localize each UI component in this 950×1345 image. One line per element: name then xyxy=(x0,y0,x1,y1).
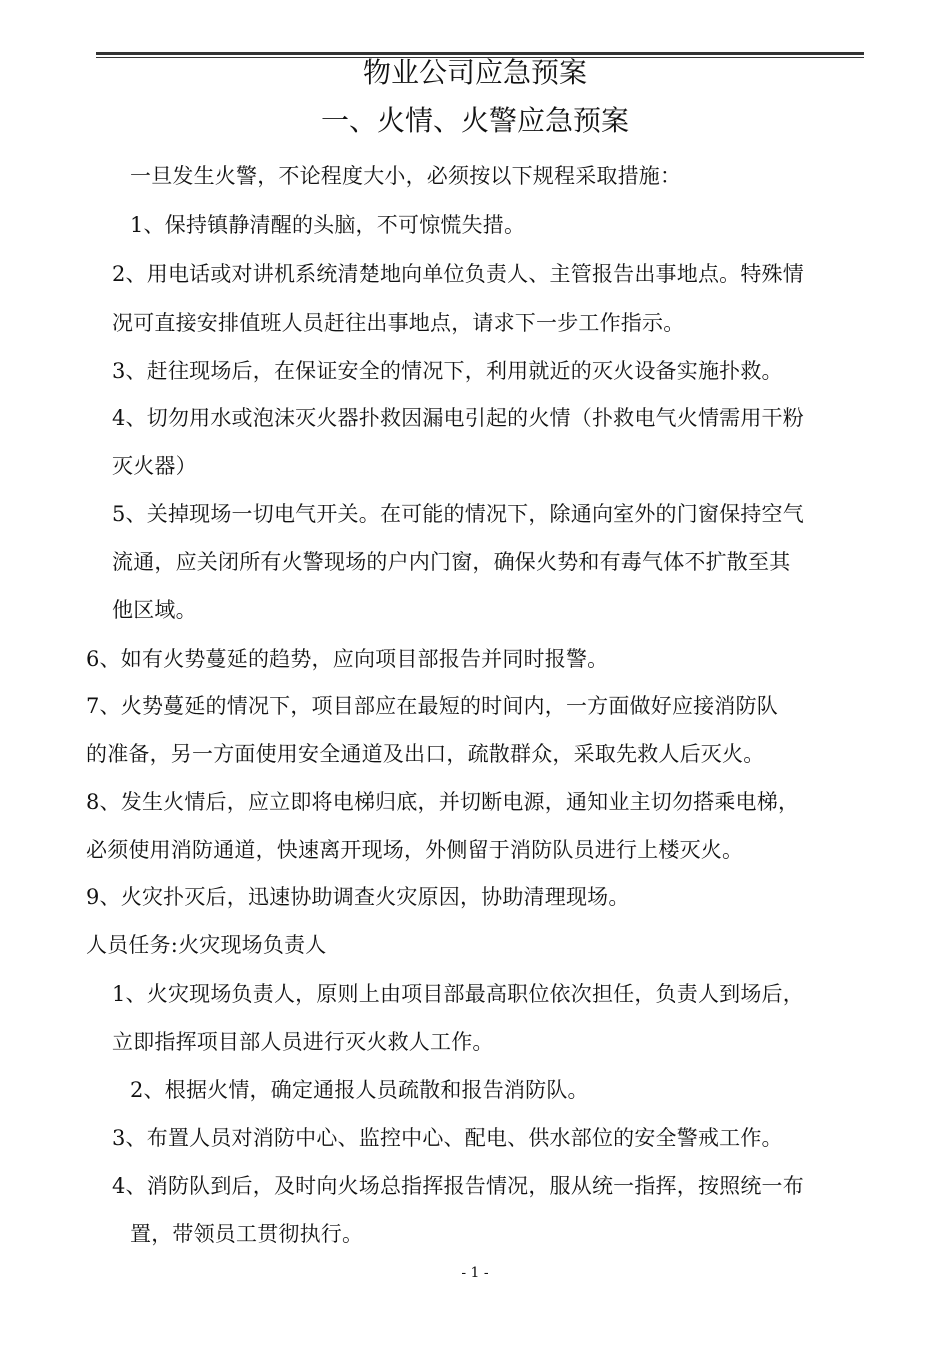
text-line: 置，带领员工贯彻执行。 xyxy=(130,1222,364,1246)
page-number: - 1 - xyxy=(461,1265,489,1281)
text-line: 2、用电话或对讲机系统清楚地向单位负责人、主管报告出事地点。特殊情 xyxy=(112,262,804,286)
text-line: 9、火灾扑灭后，迅速协助调查火灾原因，协助清理现场。 xyxy=(86,885,630,909)
text-line: 4、消防队到后，及时向火场总指挥报告情况，服从统一指挥，按照统一布 xyxy=(112,1174,804,1198)
text-line: 一旦发生火警，不论程度大小，必须按以下规程采取措施： xyxy=(130,164,682,188)
text-line: 4、切勿用水或泡沫灭火器扑救因漏电引起的火情（扑救电气火情需用干粉 xyxy=(112,406,804,430)
text-line: 的准备，另一方面使用安全通道及出口，疏散群众，采取先救人后灭火。 xyxy=(86,742,765,766)
text-line: 他区域。 xyxy=(112,598,197,622)
text-line: 1、火灾现场负责人，原则上由项目部最高职位依次担任，负责人到场后， xyxy=(112,982,804,1006)
text-line: 必须使用消防通道，快速离开现场，外侧留于消防队员进行上楼灭火。 xyxy=(86,838,744,862)
text-line: 3、布置人员对消防中心、监控中心、配电、供水部位的安全警戒工作。 xyxy=(112,1126,783,1150)
text-line: 6、如有火势蔓延的趋势，应向项目部报告并同时报警。 xyxy=(86,647,609,671)
text-line: 1、保持镇静清醒的头脑，不可惊慌失措。 xyxy=(130,213,526,237)
document-title: 物业公司应急预案 xyxy=(362,56,587,89)
text-line: 人员任务:火灾现场负责人 xyxy=(86,933,327,957)
text-line: 3、赶往现场后，在保证安全的情况下，利用就近的灭火设备实施扑救。 xyxy=(112,359,783,383)
text-line: 5、关掉现场一切电气开关。在可能的情况下，除通向室外的门窗保持空气 xyxy=(112,502,804,526)
text-line: 7、火势蔓延的情况下，项目部应在最短的时间内，一方面做好应接消防队 xyxy=(86,694,778,718)
section-title: 一、火情、火警应急预案 xyxy=(320,104,629,137)
text-line: 立即指挥项目部人员进行灭火救人工作。 xyxy=(112,1030,494,1054)
text-line: 流通，应关闭所有火警现场的户内门窗，确保火势和有毒气体不扩散至其 xyxy=(112,550,791,574)
text-line: 况可直接安排值班人员赶往出事地点，请求下一步工作指示。 xyxy=(112,311,685,335)
text-line: 8、发生火情后，应立即将电梯归底，并切断电源，通知业主切勿搭乘电梯， xyxy=(86,790,800,814)
text-line: 2、根据火情，确定通报人员疏散和报告消防队。 xyxy=(130,1078,589,1102)
text-line: 灭火器） xyxy=(112,454,197,478)
